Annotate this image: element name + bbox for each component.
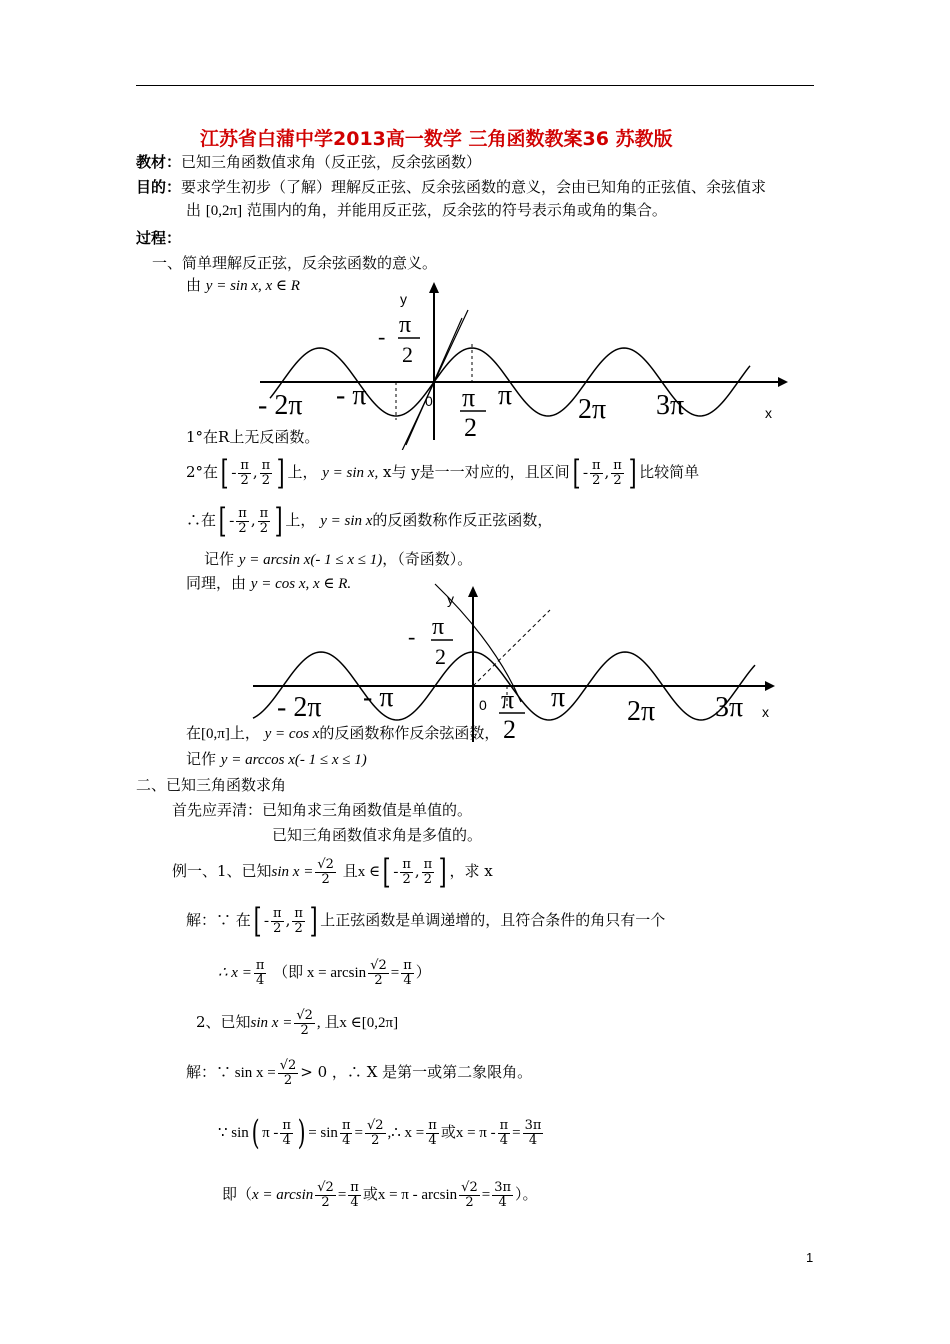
cos-origin: 0: [479, 697, 487, 713]
p5-pre: 同理，由: [186, 574, 247, 592]
sine-tick-negpi: - π: [336, 380, 367, 411]
p4-post: ，（奇函数）。: [382, 550, 473, 568]
cos-symmetry-line: [473, 610, 550, 686]
header-rule: [136, 85, 814, 86]
p3-line: ∴在[ - $\frac{\pi}{2}$ , $\frac{\pi}{2}$ ] 上， y = sin x的反函数称作反正弦函数，: [186, 501, 553, 541]
frac-pi-2-b: $\frac{\pi}{2}$: [261, 457, 271, 488]
example-1-line: 例一、1、已知sin x = $\frac{√2}{2}$ 且x ∈[ - $\frac{\pi}{2}$ , $\frac{\pi}{2}$ ] ，求 x: [172, 852, 493, 892]
p2-line: 2°在[ - $\frac{\pi}{2}$ , $\frac{\pi}{2}$ ] 上， y = sin x, x与 y是一一对应的，且区间[ - $\frac{\pi}{2}$ , $\frac{\pi}{2}$ ] 比较简单: [186, 453, 700, 493]
p6-line: [186, 724, 499, 743]
section-2-title: 二、已知三角函数求角: [136, 776, 287, 794]
sine-graph: [250, 280, 800, 450]
cos-tick-pi: π: [551, 682, 566, 713]
jiaocai-line: [136, 153, 481, 171]
sine-pos-den: 2: [464, 413, 477, 442]
sine-y-label: y: [400, 291, 407, 307]
sine-tick-pi: π: [498, 380, 513, 411]
p6-post: 的反函数称作反余弦函数，: [319, 724, 500, 742]
mudi-text-2-pre: 出: [186, 201, 202, 219]
cos-x-arrow: [765, 681, 775, 691]
p3-math: y = sin x: [320, 513, 373, 529]
p1: 1°在R上无反函数。: [186, 428, 320, 446]
ex2-pre: 2、已知: [196, 1013, 251, 1031]
solution-2-line: 解：∵ sin x = $\frac{√2}{2}$ > 0 ，∴ X 是第一或第二象限角。: [186, 1057, 533, 1088]
mudi-text-1: 要求学生初步（了解）理解反正弦、反余弦函数的意义，会由已知角的正弦值、余弦值求: [181, 178, 767, 196]
frac-pi-2-c: $\frac{\pi}{2}$: [591, 457, 601, 488]
cos-y-label: y: [447, 591, 454, 607]
cos-top-num: π: [432, 614, 445, 640]
p6-interval: [0,π]: [201, 726, 230, 742]
sol1-post: 上正弦函数是单调递增的，且符合条件的角只有一个: [320, 911, 666, 929]
sine-x-arrow: [778, 377, 788, 387]
solution-1b-line: ∴ x = $\frac{\pi}{4}$ （即 x = arcsin $\frac{√2}{2}$ = $\frac{\pi}{4}$ ）: [218, 957, 431, 988]
cos-pos-den: 2: [503, 715, 516, 744]
sec1-from-math: y = sin x, x ∈ R: [205, 278, 300, 294]
p7-line: [186, 750, 367, 769]
ex2-math: sin x =: [250, 1015, 293, 1031]
frac-pi-2-a: $\frac{\pi}{2}$: [240, 457, 249, 488]
sol1b-pre: ∴ x =: [218, 965, 252, 981]
p2-math: y = sin x,: [322, 465, 379, 481]
sine-y-arrow: [429, 282, 439, 293]
cos-tick-neg2pi: - 2π: [277, 692, 322, 723]
mudi-line-1: [136, 178, 766, 196]
sine-origin: 0: [425, 393, 433, 409]
section-1-title: 一、简单理解反正弦，反余弦函数的意义。: [152, 254, 438, 272]
p2-mid1: 上，: [287, 463, 318, 481]
sine-top-den: 2: [402, 342, 413, 367]
sine-top-num: π: [399, 312, 412, 338]
sec1-from-pre: 由: [186, 276, 202, 294]
solution-3-line: ∵ sin( π - $\frac{\pi}{4}$ ) = sin $\frac{\pi}{4}$ = $\frac{√2}{2}$ ,∴ x = $\frac{\pi}{4}$ 或x = π - $\frac{\pi}{4}$ = $\frac{3\pi}{4}$: [218, 1113, 542, 1153]
mudi-interval: [0,2π]: [205, 203, 243, 219]
solution-4-line: 即（x = arcsin $\frac{√2}{2}$ = $\frac{\pi}{4}$ 或x = π - arcsin $\frac{√2}{2}$ = $\frac{3\pi}{4}$ ）。: [222, 1179, 538, 1210]
cos-top-den: 2: [435, 644, 446, 669]
cos-tick-2pi: 2π: [627, 696, 656, 727]
frac-pi-2-f: $\frac{\pi}{2}$: [259, 505, 269, 536]
sine-top-sign: -: [378, 324, 386, 349]
cos-x-label: x: [762, 704, 769, 720]
p3-post: 的反函数称作反正弦函数，: [372, 511, 553, 529]
cos-top-sign: -: [408, 624, 416, 649]
p3-mid: 上，: [285, 511, 316, 529]
guocheng-label: 过程：: [136, 229, 182, 247]
p4-math: y = arcsin x(- 1 ≤ x ≤ 1): [238, 552, 383, 568]
ex2-post: , 且x ∈: [316, 1015, 362, 1031]
jiaocai-text: 已知三角函数值求角（反正弦，反余弦函数）: [181, 153, 482, 171]
p6-pre: 在: [186, 724, 202, 742]
frac-pi-2-d: $\frac{\pi}{2}$: [613, 457, 622, 488]
cosine-graph: [245, 582, 790, 747]
sine-tick-2pi: 2π: [578, 394, 607, 425]
p4-line: [204, 550, 472, 569]
ex2-interval: [0,2π]: [361, 1015, 399, 1031]
cos-tick-negpi: - π: [363, 682, 394, 713]
p2-pre: 2°在: [186, 463, 219, 481]
sine-pos-num: π: [462, 383, 476, 412]
p5-math: y = cos x, x ∈ R.: [250, 576, 352, 592]
ex1-pre: 例一、1、已知: [172, 862, 272, 880]
sine-tick-3pi: 3π: [656, 390, 685, 421]
sec2-line-2: 已知三角函数值求角是多值的。: [272, 826, 483, 844]
sol1-pre: 解：∵ 在: [186, 911, 251, 929]
p2-post: 比较简单: [639, 463, 700, 481]
ex1-post: ，求 x: [449, 862, 493, 880]
interval-neg: -: [231, 465, 237, 481]
page-number: 1: [806, 1250, 814, 1265]
cos-tick-3pi: 3π: [715, 692, 744, 723]
jiaocai-label: 教材：: [136, 153, 182, 171]
sol1b-mid: （即 x = arcsin: [273, 965, 367, 981]
sol2-mid: > 0 ，∴ X 是第一或第二象限角。: [300, 1063, 533, 1081]
frac-root2-2-a: $\frac{√2}{2}$: [317, 856, 334, 887]
sine-tick-neg2pi: - 2π: [258, 390, 303, 421]
cos-pos-num: π: [501, 685, 515, 714]
example-2-line: 2、已知sin x = $\frac{√2}{2}$ , 且x ∈[0,2π]: [196, 1007, 399, 1038]
p6-mid: 上，: [229, 724, 260, 742]
solution-1-line: 解：∵ 在[ - $\frac{\pi}{2}$ , $\frac{\pi}{2}$ ] 上正弦函数是单调递增的，且符合条件的角只有一个: [186, 901, 666, 941]
sol2-pre: 解：∵ sin x =: [186, 1065, 276, 1081]
p6-math: y = cos x: [264, 726, 320, 742]
mudi-text-2-post: 范围内的角，并能用反正弦，反余弦的符号表示角或角的集合。: [246, 201, 667, 219]
ex1-math: sin x =: [271, 864, 314, 880]
sec2-line-1: 首先应弄清：已知角求三角函数值是单值的。: [172, 801, 473, 819]
p7-pre: 记作: [186, 750, 217, 768]
doc-title: 江苏省白蒲中学2013高一数学 三角函数教案36 苏教版: [200, 128, 673, 150]
p2-mid2: x与 y是一一对应的，且区间: [382, 463, 570, 481]
sine-x-label: x: [765, 405, 772, 421]
frac-pi-2-e: $\frac{\pi}{2}$: [238, 505, 247, 536]
p3-pre: ∴在: [186, 511, 217, 529]
mudi-line-2: [186, 201, 667, 220]
mudi-label: 目的：: [136, 178, 182, 196]
p4-pre: 记作: [204, 550, 235, 568]
p7-math: y = arccos x(- 1 ≤ x ≤ 1): [220, 752, 367, 768]
ex1-mid: 且x ∈: [342, 864, 381, 880]
mudi-interval-text: 0,2π: [210, 203, 238, 219]
cos-y-arrow: [468, 586, 478, 597]
